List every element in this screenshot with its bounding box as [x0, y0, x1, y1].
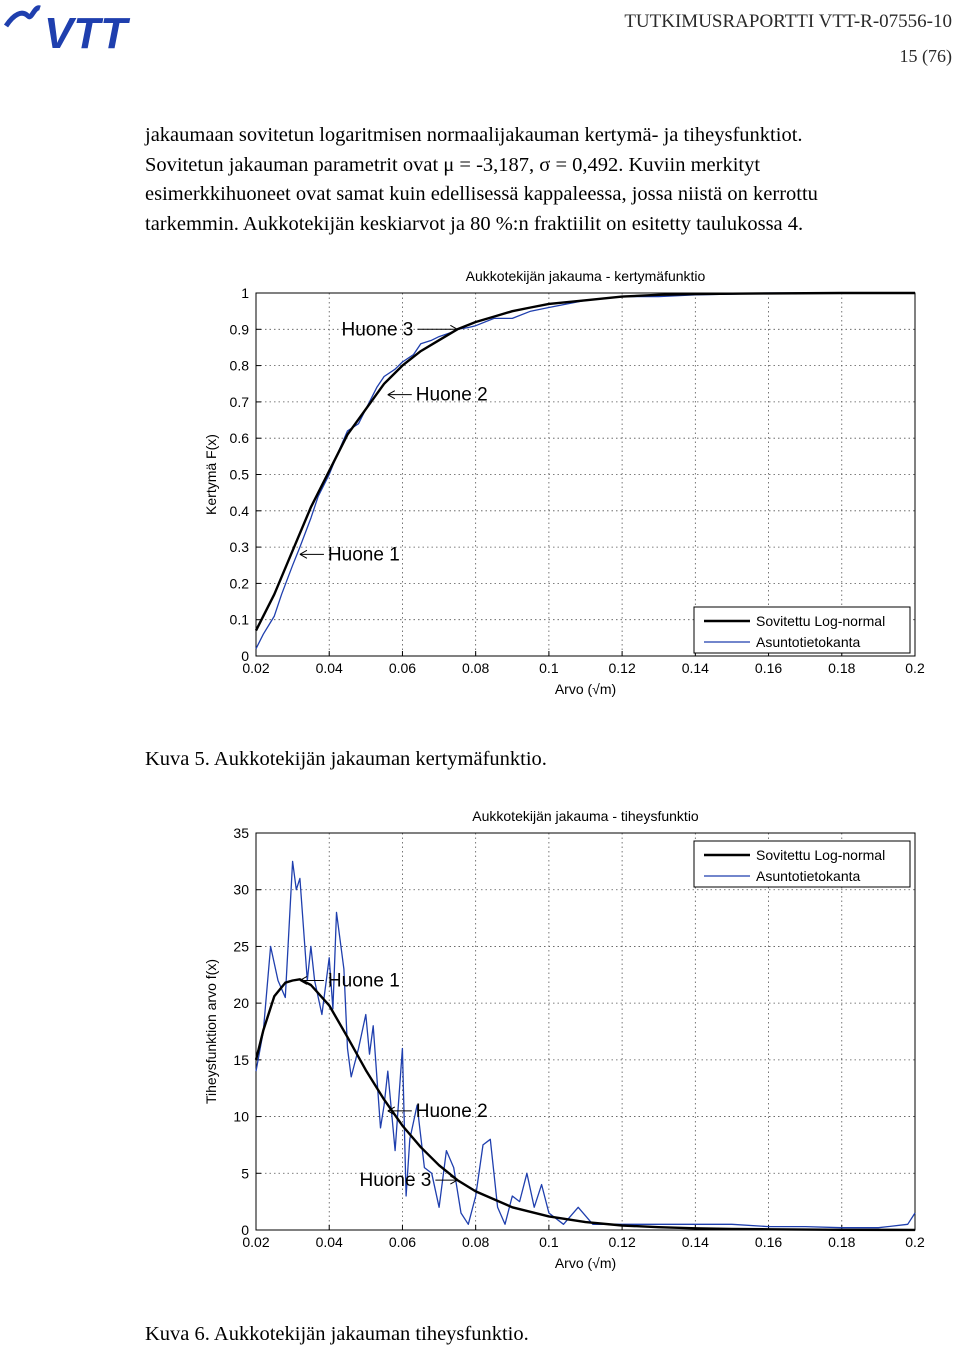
annotation-label: Huone 1 [327, 544, 400, 566]
y-tick-label: 1 [241, 285, 249, 301]
x-tick-label: 0.12 [608, 1234, 636, 1250]
x-tick-label: 0.2 [905, 1234, 925, 1250]
y-tick-label: 0 [241, 648, 249, 664]
report-id: TUTKIMUSRAPORTTI VTT-R-07556-10 [624, 11, 952, 32]
x-tick-label: 0.08 [462, 660, 490, 676]
figure-pdf-chart [0, 800, 960, 1280]
svg-text:VTT: VTT [44, 9, 128, 58]
y-tick-label: 0.6 [229, 430, 249, 447]
fit-series-line [256, 979, 915, 1230]
y-tick-label: 0 [241, 1222, 249, 1238]
x-tick-label: 0.14 [681, 660, 709, 676]
y-tick-label: 0.8 [229, 357, 249, 374]
x-tick-label: 0.04 [315, 1234, 343, 1250]
page-number: 15 (76) [899, 46, 952, 66]
x-tick-label: 0.12 [608, 660, 636, 676]
y-tick-label: 0.7 [229, 393, 249, 410]
y-tick-label: 20 [233, 995, 249, 1012]
legend-label: Sovitettu Log-normal [756, 847, 886, 863]
legend-label: Asuntotietokanta [756, 868, 861, 884]
y-tick-label: 0.4 [229, 502, 249, 519]
y-axis-label: Tiheysfunktion arvo f(x) [203, 959, 219, 1104]
y-tick-label: 5 [241, 1165, 249, 1182]
annotation-label: Huone 2 [415, 384, 488, 406]
annotation-label: Huone 2 [415, 1100, 488, 1122]
vtt-logo [4, 2, 164, 58]
y-axis-label: Kertymä F(x) [203, 434, 219, 515]
x-tick-label: 0.02 [242, 660, 270, 676]
chart-title: Aukkotekijän jakauma - kertymäfunktio [465, 268, 706, 284]
figure-caption: Kuva 6. Aukkotekijän jakauman tiheysfunktio. [145, 1323, 529, 1345]
x-axis-label: Arvo (√m) [554, 681, 617, 697]
y-tick-label: 0.5 [229, 466, 249, 483]
data-series-line [256, 861, 915, 1227]
y-tick-label: 0.3 [229, 539, 249, 556]
y-tick-label: 30 [233, 881, 249, 898]
figure-cdf-chart [0, 258, 960, 703]
x-tick-label: 0.1 [539, 660, 559, 676]
body-line: Sovitetun jakauman parametrit ovat μ = -3,187, σ = 0,492. Kuviin merkityt [145, 153, 761, 176]
legend-label: Sovitettu Log-normal [756, 613, 886, 629]
x-tick-label: 0.14 [681, 1234, 709, 1250]
body-line: jakaumaan sovitetun logaritmisen normaalijakauman kertymä- ja tiheysfunktiot. [145, 124, 803, 146]
x-axis-label: Arvo (√m) [554, 1255, 617, 1271]
body-line: esimerkkihuoneet ovat samat kuin edellisessä kappaleessa, jossa niistä on kerrottu [145, 183, 818, 205]
annotation-label: Huone 1 [327, 970, 400, 992]
annotation-label: Huone 3 [341, 319, 414, 341]
y-tick-label: 0.2 [229, 575, 249, 592]
y-tick-label: 15 [233, 1051, 249, 1068]
x-tick-label: 0.1 [539, 1234, 559, 1250]
body-line: tarkemmin. Aukkotekijän keskiarvot ja 80 %:n fraktiilit on esitetty taulukossa 4. [145, 212, 804, 235]
x-tick-label: 0.16 [754, 1234, 783, 1250]
figure-caption: Kuva 5. Aukkotekijän jakauman kertymäfunktio. [145, 748, 547, 770]
y-tick-label: 10 [233, 1108, 249, 1125]
y-tick-label: 35 [233, 825, 249, 841]
x-tick-label: 0.18 [828, 1234, 856, 1250]
x-tick-label: 0.2 [905, 660, 925, 676]
plot-frame [256, 833, 915, 1230]
x-tick-label: 0.16 [754, 660, 783, 676]
x-tick-label: 0.04 [315, 660, 343, 676]
x-tick-label: 0.06 [388, 660, 417, 676]
pdf-chart-svg [0, 800, 960, 1280]
x-tick-label: 0.18 [828, 660, 856, 676]
y-tick-label: 0.1 [229, 611, 249, 628]
legend-label: Asuntotietokanta [756, 634, 861, 650]
x-tick-label: 0.02 [242, 1234, 270, 1250]
y-tick-label: 25 [233, 938, 249, 955]
chart-title: Aukkotekijän jakauma - tiheysfunktio [472, 808, 699, 824]
cdf-chart-svg [0, 258, 960, 703]
x-tick-label: 0.06 [388, 1234, 417, 1250]
y-tick-label: 0.9 [229, 321, 249, 338]
annotation-label: Huone 3 [359, 1170, 432, 1192]
body-paragraph [145, 121, 960, 239]
logo-wave-icon [6, 8, 40, 26]
x-tick-label: 0.08 [462, 1234, 490, 1250]
fit-series-line [256, 293, 915, 631]
